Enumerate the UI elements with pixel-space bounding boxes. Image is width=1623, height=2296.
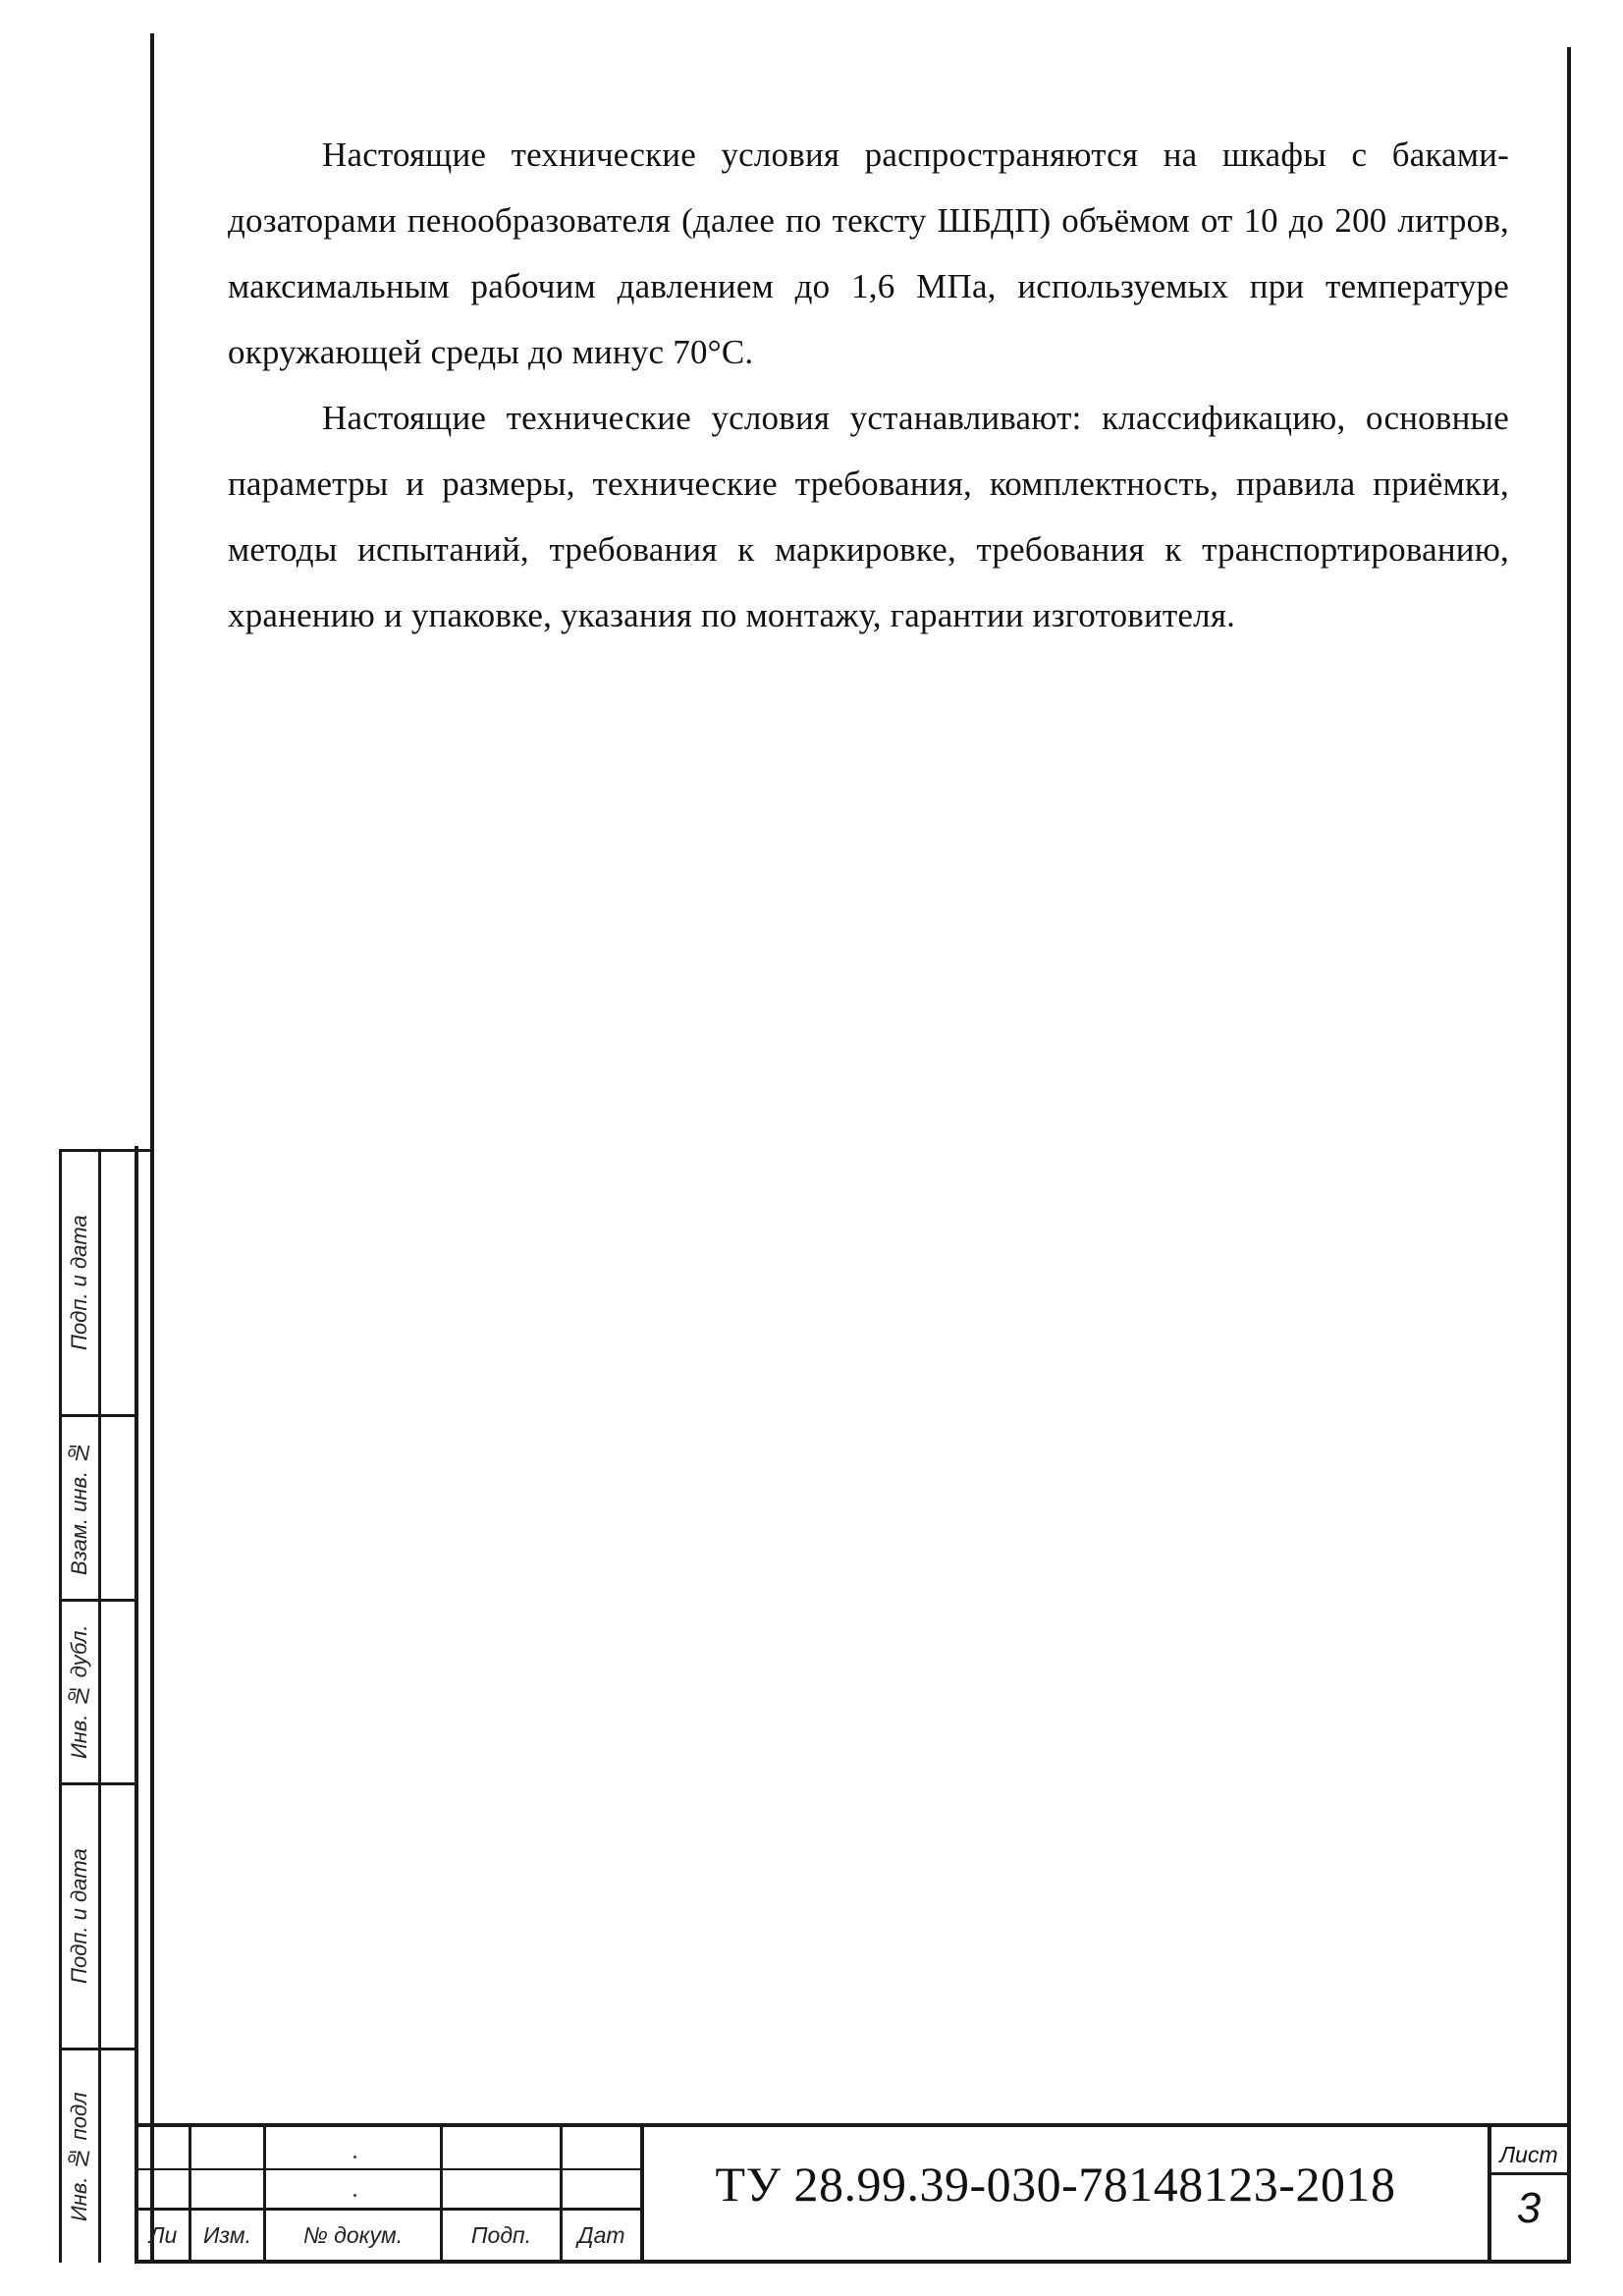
document-code: ТУ 28.99.39-030-78148123-2018	[715, 2157, 1396, 2212]
frame-bottom-border	[135, 2260, 1571, 2264]
column-label-li: Ли	[148, 2222, 178, 2248]
paragraph-scope: Настоящие технические условия распространяются на шкафы с баками-дозаторами пенообразователя (далее по тексту ШБДП) объёмом от 10 до 200 литров, максимальным рабочим давлением до 1,6 МПа, используемых при температуре окружающей среды до минус 70°С.	[228, 136, 1509, 371]
frame-left-border	[150, 33, 154, 2263]
column-label-dat: Дат	[577, 2222, 625, 2248]
stamp-label-vzam-inv: Взам. инв. №	[67, 1440, 91, 1576]
paragraph-contents: Настоящие технические условия устанавливают: классификацию, основные параметры и размеры, технические требования, комплектность, правила приёмки, методы испытаний, требования к маркировке, требования к транспортированию, хранению и упаковке, указания по монтажу, гарантии изготовителя.	[228, 399, 1509, 634]
stamp-label-podp-data-bottom: Подп. и дата	[67, 1848, 91, 1985]
column-label-podp: Подп.	[470, 2222, 532, 2248]
sheet-number: 3	[1516, 2184, 1542, 2232]
document-body	[228, 122, 1509, 648]
column-label-dokum: № докум.	[302, 2222, 404, 2248]
frame-right-border	[1567, 47, 1571, 2263]
stamp-label-podp-data-top: Подп. и дата	[67, 1215, 91, 1351]
sheet-label: Лист	[1499, 2142, 1558, 2167]
stamp-label-inv-dubl: Инв. № дубл.	[67, 1624, 91, 1760]
stamp-label-inv-podl: Инв. № подл	[67, 2092, 91, 2221]
column-label-izm: Изм.	[202, 2222, 252, 2248]
